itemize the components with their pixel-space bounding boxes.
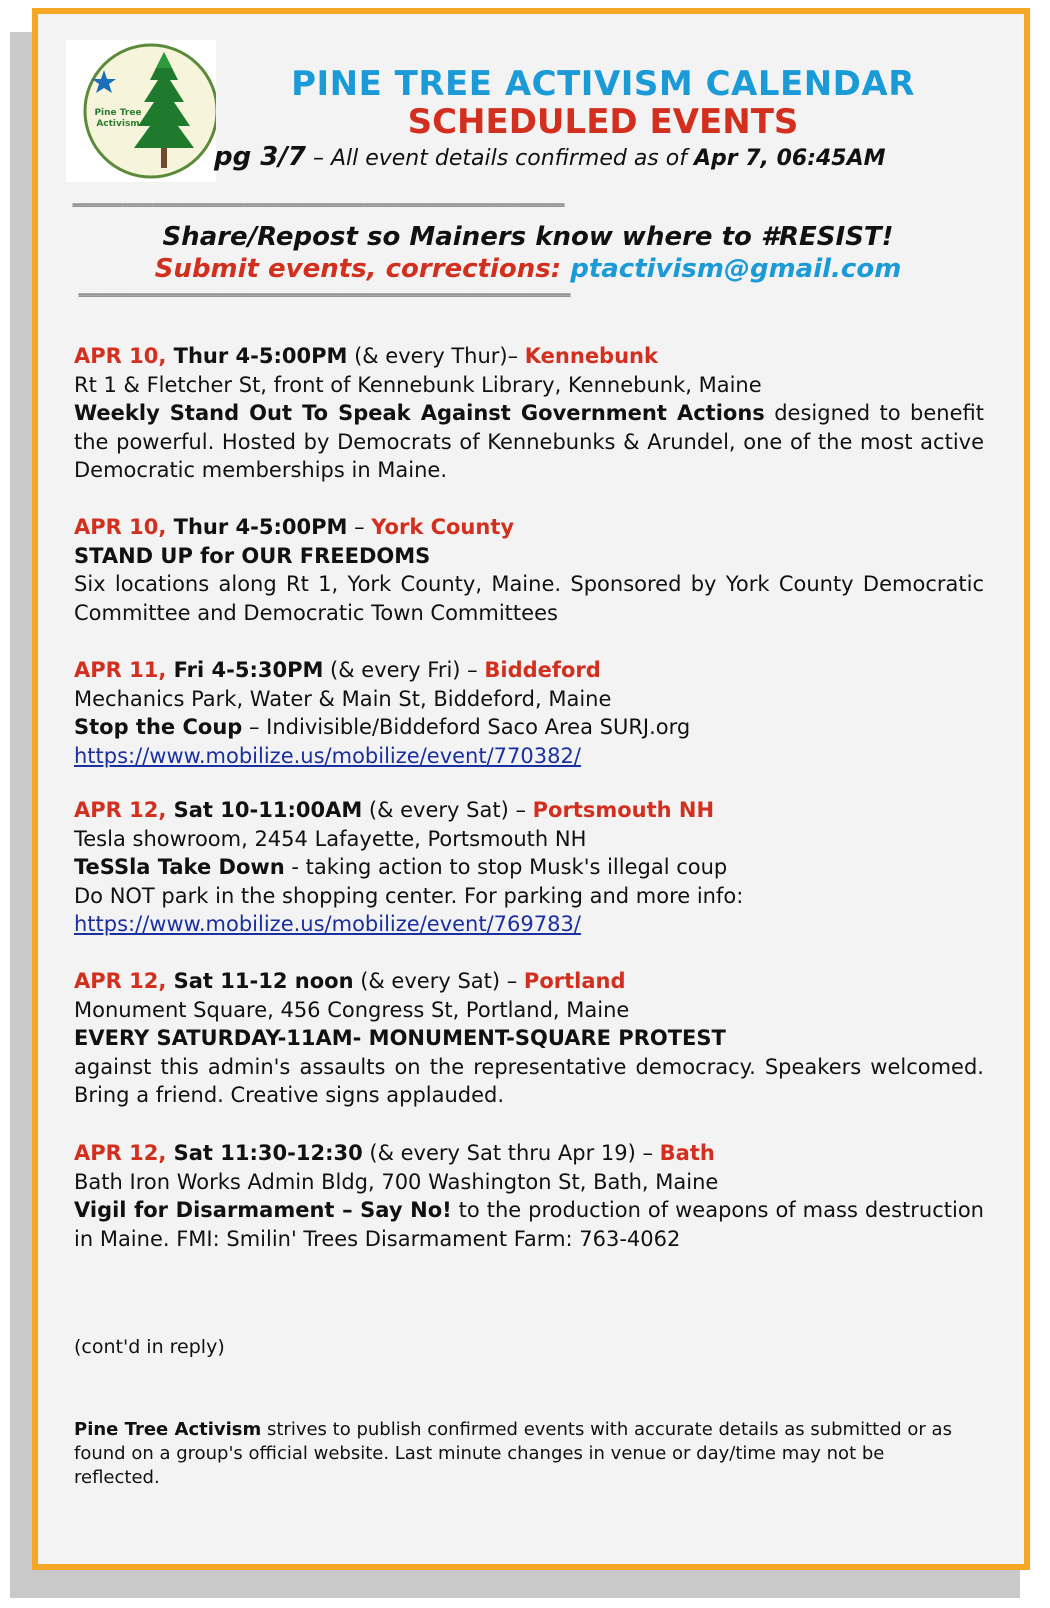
event-description	[74, 399, 984, 485]
event-recurrence: (& every Sat thru Apr 19) –	[362, 1141, 660, 1165]
event-time: Fri 4-5:30PM	[166, 658, 324, 682]
event-location: Bath Iron Works Admin Bldg, 700 Washington St, Bath, Maine	[74, 1169, 719, 1194]
event-time: Thur 4-5:00PM	[166, 344, 348, 368]
event-description	[74, 853, 984, 882]
pine-tree-activism-logo	[66, 40, 216, 182]
continued-note: (cont'd in reply)	[74, 1336, 225, 1358]
event-desc: – Indivisible/Biddeford Saco Area SURJ.org	[242, 715, 691, 739]
event-date: APR 12,	[74, 1141, 167, 1165]
event-location: Rt 1 & Fletcher St, front of Kennebunk Library, Kennebunk, Maine	[74, 372, 762, 397]
event-desc: designed to benefit the powerful. Hosted by Democrats of Kennebunks & Arundel, one of the most active Democratic memberships in Maine.	[74, 401, 985, 482]
event-header	[74, 967, 984, 996]
event-link[interactable]: https://www.mobilize.us/mobilize/event/770382/	[74, 743, 581, 768]
confirmation-timestamp: Apr 7, 06:45AM	[693, 146, 886, 171]
disclaimer-org: Pine Tree Activism	[74, 1419, 262, 1440]
submit-line	[78, 254, 978, 284]
event-kennebunk	[74, 342, 984, 485]
event-biddeford	[74, 656, 984, 770]
event-date: APR 12,	[74, 798, 167, 822]
event-desc: against this admin's assaults on the representative democracy. Speakers welcomed. Bring a friend. Creative signs applauded.	[74, 1054, 984, 1107]
event-location: Tesla showroom, 2454 Lafayette, Portsmouth NH	[74, 826, 587, 851]
event-description	[74, 1196, 984, 1253]
event-headline: Weekly Stand Out To Speak Against Government Actions	[74, 401, 765, 425]
event-location: Mechanics Park, Water & Main St, Biddeford, Maine	[74, 686, 612, 711]
event-recurrence: (& every Sat) –	[362, 798, 533, 822]
event-town: Bath	[659, 1141, 715, 1165]
event-recurrence: (& every Fri) –	[323, 658, 485, 682]
disclaimer-text: strives to publish confirmed events with accurate details as submitted or as found on a group's official website. Last minute changes in venue or day/time may not be reflected.	[74, 1419, 952, 1488]
event-town: York County	[371, 515, 515, 539]
share-line: Share/Repost so Mainers know where to #RESIST!	[162, 222, 894, 252]
event-header	[74, 342, 984, 371]
logo-text: Pine Tree Activism	[94, 108, 142, 129]
event-date: APR 10,	[74, 344, 167, 368]
event-time: Sat 11-12 noon	[166, 969, 354, 993]
event-header	[74, 513, 984, 542]
event-header	[74, 656, 984, 685]
event-description	[74, 713, 984, 742]
event-town: Portsmouth NH	[532, 798, 715, 822]
event-location: Monument Square, 456 Congress St, Portland, Maine	[74, 997, 630, 1022]
event-time: Sat 11:30-12:30	[166, 1141, 363, 1165]
event-town: Kennebunk	[524, 344, 658, 368]
event-note: Do NOT park in the shopping center. For parking and more info:	[74, 883, 744, 908]
event-time: Thur 4-5:00PM	[166, 515, 348, 539]
event-headline: STAND UP for OUR FREEDOMS	[74, 543, 431, 568]
event-link[interactable]: https://www.mobilize.us/mobilize/event/769783/	[74, 912, 581, 936]
event-desc: - taking action to stop Musk's illegal coup	[284, 855, 728, 879]
event-date: APR 10,	[74, 515, 167, 539]
event-desc: Six locations along Rt 1, York County, Maine. Sponsored by York County Democratic Committee and Democratic Town Committees	[74, 572, 984, 625]
event-town: Biddeford	[484, 658, 601, 682]
event-desc: to the production of weapons of mass destruction in Maine. FMI: Smilin' Trees Disarmament Farm: 763-4062	[74, 1198, 984, 1251]
event-recurrence: (& every Thur)–	[347, 344, 525, 368]
confirmation-text: – All event details confirmed as of	[305, 146, 694, 171]
scheduled-events-title: SCHEDULED EVENTS	[407, 102, 799, 142]
event-portsmouth	[74, 796, 984, 939]
event-town: Portland	[523, 969, 626, 993]
flyer-frame	[32, 8, 1030, 1570]
submit-label: Submit events, corrections:	[154, 254, 571, 284]
divider-top: ==================================================================================================	[72, 200, 565, 211]
submit-email-link[interactable]: ptactivism@gmail.com	[570, 254, 902, 284]
disclaimer	[74, 1418, 974, 1490]
event-time: Sat 10-11:00AM	[166, 798, 363, 822]
event-header	[74, 796, 984, 825]
calendar-title: PINE TREE ACTIVISM CALENDAR	[291, 64, 915, 104]
event-header	[74, 1139, 984, 1168]
event-portland	[74, 967, 984, 1110]
page-subtitle	[214, 142, 994, 172]
event-recurrence: (& every Sat) –	[353, 969, 524, 993]
event-headline: Stop the Coup	[74, 715, 243, 739]
event-date: APR 12,	[74, 969, 167, 993]
event-headline: TeSSla Take Down	[74, 855, 285, 879]
page-number: pg 3/7	[214, 142, 306, 172]
divider-bottom: ==================================================================================================	[78, 290, 571, 301]
event-headline: Vigil for Disarmament – Say No!	[74, 1198, 452, 1222]
event-date: APR 11,	[74, 658, 167, 682]
event-headline: EVERY SATURDAY-11AM- MONUMENT-SQUARE PROTEST	[74, 1026, 726, 1050]
event-bath	[74, 1139, 984, 1253]
event-recurrence: –	[347, 515, 372, 539]
event-york-county	[74, 513, 984, 627]
